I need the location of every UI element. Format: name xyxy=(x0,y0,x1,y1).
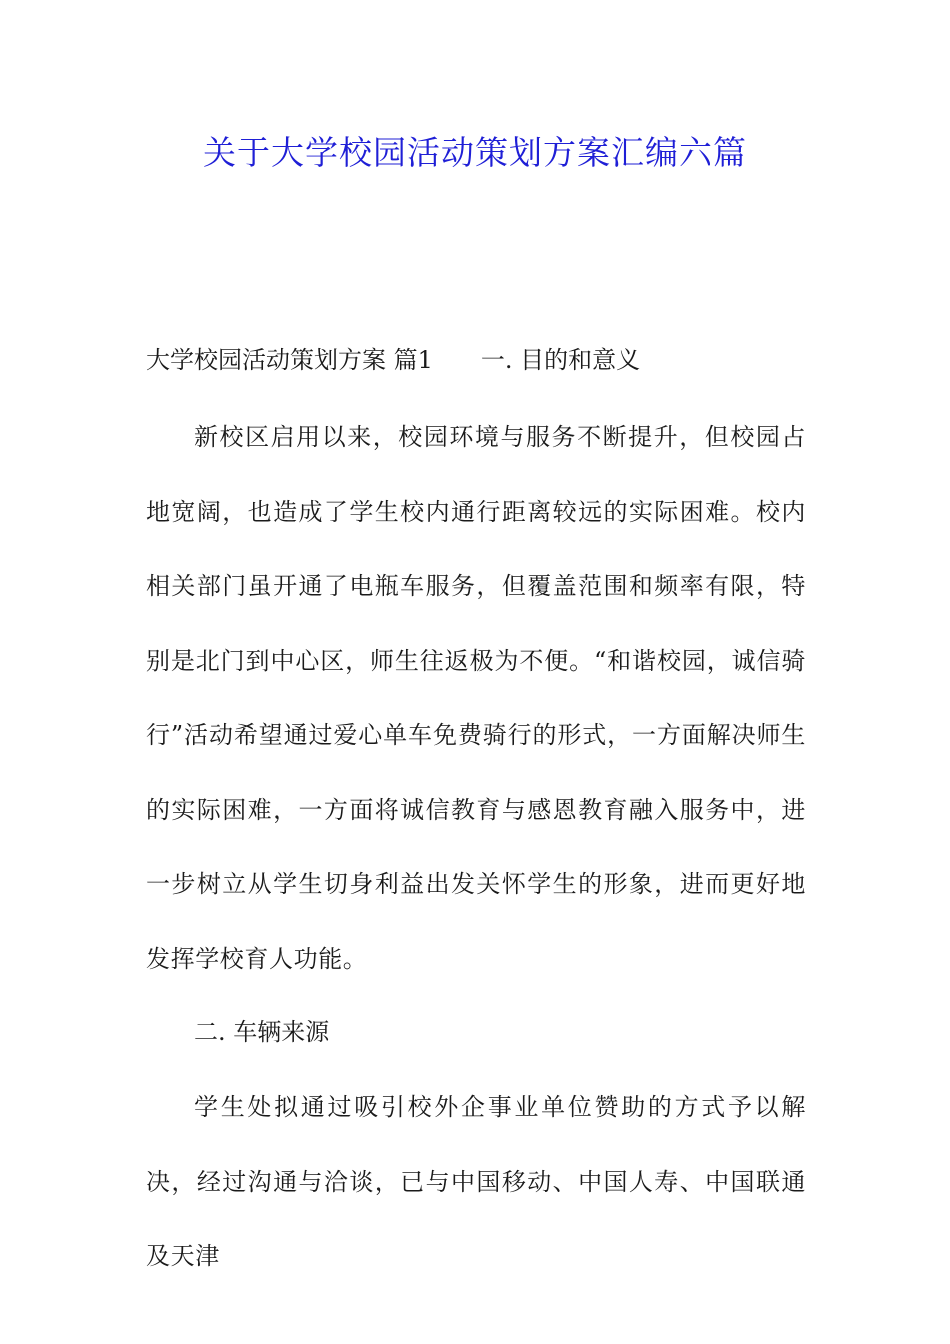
paragraph-vehicle-source: 学生处拟通过吸引校外企事业单位赞助的方式予以解决，经过沟通与洽谈，已与中国移动、中国人寿、中国联通及天津 xyxy=(146,1093,806,1270)
section-1-title: 一. 目的和意义 xyxy=(480,346,641,374)
section-2-title: 二. 车辆来源 xyxy=(194,1018,330,1046)
part-heading: 大学校园活动策划方案 篇1 xyxy=(146,346,433,374)
document-title: 关于大学校园活动策划方案汇编六篇 xyxy=(203,133,747,172)
paragraph-purpose: 新校区启用以来，校园环境与服务不断提升，但校园占地宽阔，也造成了学生校内通行距离较远的实际困难。校内相关部门虽开通了电瓶车服务，但覆盖范围和频率有限，特别是北门到中心区，师生往返极为不便。“和谐校园，诚信骑行”活动希望通过爱心单车免费骑行的形式，一方面解决师生的实际困难，一方面将诚信教育与感恩教育融入服务中，进一步树立从学生切身利益出发关怀学生的形象，进而更好地发挥学校育人功能。 xyxy=(146,423,806,973)
part-heading-line xyxy=(146,340,640,380)
